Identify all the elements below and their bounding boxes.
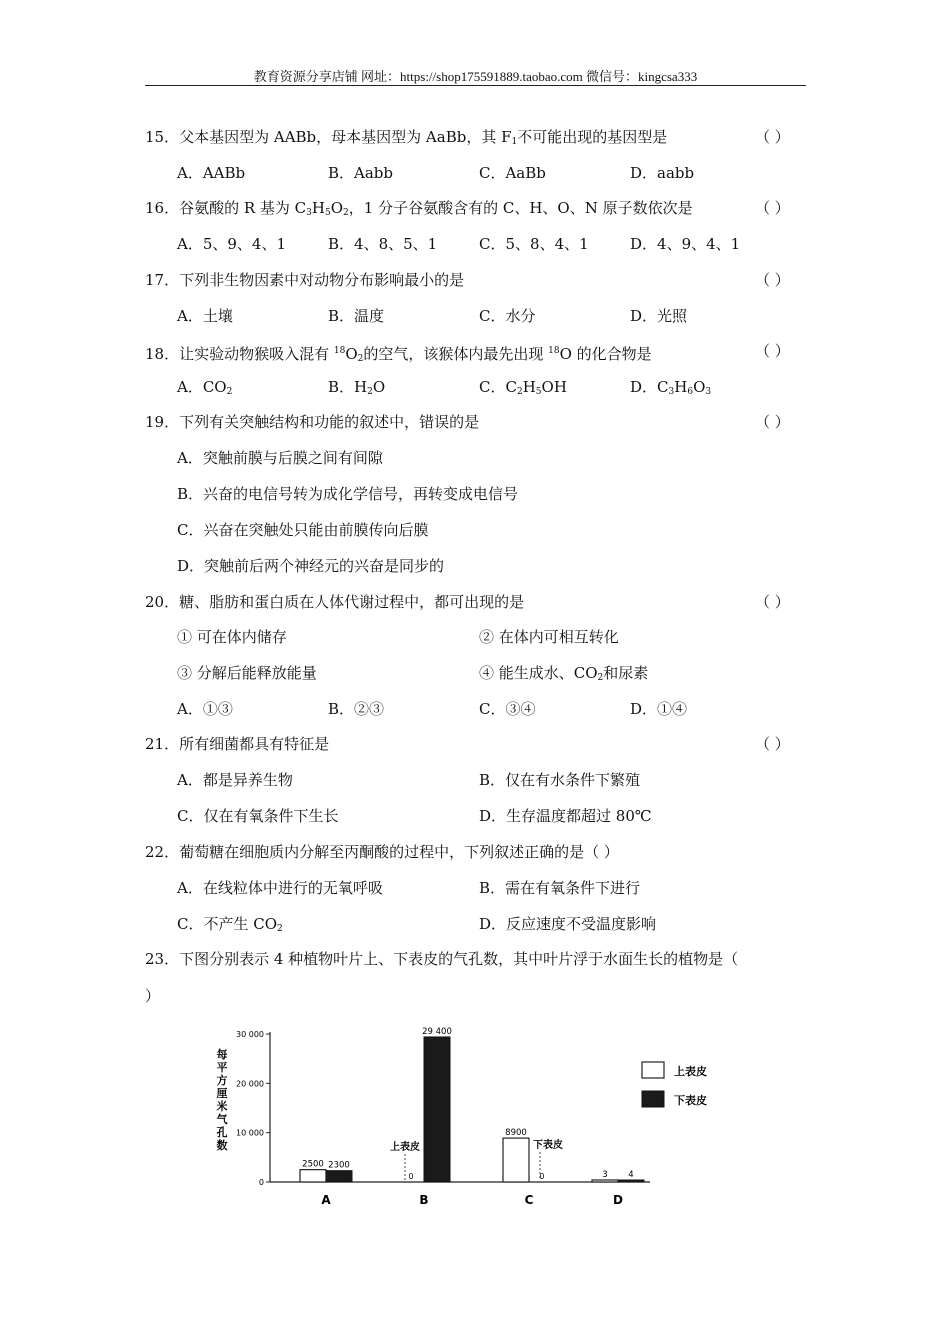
- legend-label-lower: 下表皮: [674, 1094, 707, 1107]
- data-label-upper-D: 3: [602, 1170, 608, 1180]
- data-label-upper-C: 8900: [505, 1128, 527, 1139]
- question-20-stem: 20．糖、脂肪和蛋白质在人体代谢过程中，都可出现的是: [145, 593, 525, 611]
- question-19-answer-bracket: （ ）: [755, 413, 790, 431]
- question-21-option-d: D．生存温度都超过 80℃: [479, 807, 652, 825]
- y-tick-label: 20 000: [236, 1079, 264, 1089]
- question-17-stem: 17．下列非生物因素中对动物分布影响最小的是: [145, 271, 465, 289]
- question-16-option-a: A．5、9、4、1: [177, 235, 287, 253]
- x-tick-label-D: D: [613, 1193, 623, 1207]
- y-tick-label: 30 000: [236, 1030, 264, 1039]
- question-18-answer-bracket: （ ）: [755, 342, 790, 360]
- bar-lower-B: [424, 1037, 450, 1182]
- question-16-option-b: B．4、8、5、1: [328, 235, 438, 253]
- question-15-option-c: C．AaBb: [479, 164, 546, 182]
- question-20-option-b: B．②③: [328, 700, 385, 718]
- bar-lower-A: [326, 1171, 352, 1182]
- question-16-option-c: C．5、8、4、1: [479, 235, 589, 253]
- question-20-item-4: ④ 能生成水、$CO_2$和尿素: [479, 664, 649, 683]
- annotation-b-upper: 上表皮: [390, 1142, 420, 1153]
- data-label-lower-D: 4: [628, 1170, 634, 1180]
- question-22-option-d: D．反应速度不受温度影响: [479, 915, 657, 933]
- question-21-stem: 21．所有细菌都具有特征是: [145, 735, 330, 753]
- data-label-upper-A: 2500: [302, 1159, 324, 1170]
- question-18-option-d: D．$C_3H_6O_3$: [630, 378, 712, 397]
- question-17-answer-bracket: （ ）: [755, 271, 790, 289]
- question-19-option-c: C．兴奋在突触处只能由前膜传向后膜: [177, 521, 429, 539]
- y-tick-label: 0: [258, 1178, 264, 1187]
- question-16-stem: 16．谷氨酸的 R 基为 $C_3H_5O_2$，1 分子谷氨酸含有的 C、H、O、N 原子数依次是: [145, 199, 693, 218]
- bar-upper-C: [503, 1138, 529, 1182]
- question-19-stem: 19．下列有关突触结构和功能的叙述中，错误的是: [145, 413, 480, 431]
- question-16-option-d: D．4、9、4、1: [630, 235, 741, 253]
- question-22-option-b: B．需在有氧条件下进行: [479, 879, 641, 897]
- data-label-lower-A: 2300: [328, 1160, 350, 1171]
- question-20-option-d: D．①④: [630, 700, 688, 718]
- question-16-answer-bracket: （ ）: [755, 199, 790, 217]
- legend-label-upper: 上表皮: [674, 1065, 707, 1078]
- question-15-answer-bracket: （ ）: [755, 128, 790, 146]
- y-axis-label: [216, 1047, 229, 1152]
- bar-upper-A: [300, 1170, 326, 1182]
- question-19-option-b: B．兴奋的电信号转为成化学信号，再转变成电信号: [177, 485, 519, 503]
- question-21-option-a: A．都是异养生物: [177, 771, 293, 789]
- question-21-option-c: C．仅在有氧条件下生长: [177, 807, 339, 825]
- question-18-option-b: B．$H_2O$: [328, 378, 386, 397]
- question-20-answer-bracket: （ ）: [755, 593, 790, 611]
- question-18-option-a: A．$CO_2$: [177, 378, 233, 397]
- question-21-option-b: B．仅在有水条件下繁殖: [479, 771, 641, 789]
- x-tick-label-B: B: [419, 1193, 429, 1207]
- question-17-option-d: D．光照: [630, 307, 688, 325]
- question-18-option-c: C．$C_2H_5OH$: [479, 378, 567, 397]
- question-21-answer-bracket: （ ）: [755, 735, 790, 753]
- question-18-stem: 18．让实验动物猴吸入混有 $^{18}O_2$的空气，该猴体内最先出现 $^{18}$O 的化合物是: [145, 345, 652, 364]
- x-tick-label-A: A: [321, 1193, 331, 1207]
- question-22-option-a: A．在线粒体中进行的无氧呼吸: [177, 879, 383, 897]
- data-label-upper-B: 0: [408, 1172, 414, 1181]
- legend-swatch-lower: [642, 1091, 664, 1107]
- legend-swatch-upper: [642, 1062, 664, 1078]
- data-label-lower-C: 0: [539, 1172, 545, 1181]
- y-tick-label: 10 000: [236, 1128, 264, 1138]
- question-15-stem: 15．父本基因型为 AABb，母本基因型为 AaBb，其 $F_1$不可能出现的基因型是: [145, 128, 668, 147]
- question-23-stem-end: ）: [145, 987, 161, 1005]
- question-19-option-a: A．突触前膜与后膜之间有间隙: [177, 449, 383, 467]
- question-22-stem: 22．葡萄糖在细胞质内分解至丙酮酸的过程中，下列叙述正确的是（ ）: [145, 843, 619, 861]
- header-rule: [145, 85, 806, 86]
- x-tick-label-C: C: [524, 1193, 534, 1207]
- question-17-option-c: C．水分: [479, 307, 536, 325]
- question-17-option-b: B．温度: [328, 307, 385, 325]
- question-19-option-d: D．突触前后两个神经元的兴奋是同步的: [177, 557, 445, 575]
- y-axis-label-text: 每平方厘米气孔数: [216, 1048, 228, 1152]
- question-15-option-b: B．Aabb: [328, 164, 394, 182]
- question-22-option-c: C．不产生 $CO_2$: [177, 915, 283, 934]
- question-15-option-d: D．aabb: [630, 164, 695, 182]
- question-20-item-3: ③ 分解后能释放能量: [177, 664, 317, 682]
- question-17-option-a: A．土壤: [177, 307, 233, 325]
- bar-lower-D: [618, 1180, 644, 1182]
- question-20-item-1: ① 可在体内储存: [177, 628, 287, 646]
- data-label-lower-B: 29 400: [422, 1026, 452, 1037]
- question-20-option-a: A．①③: [177, 700, 233, 718]
- bar-upper-D: [592, 1180, 618, 1182]
- stomata-bar-chart: [200, 1020, 740, 1220]
- page-header: 教育资源分享店铺 网址：https://shop175591889.taobao.com 微信号：kingcsa333: [253, 69, 698, 84]
- question-20-item-2: ② 在体内可相互转化: [479, 628, 619, 646]
- question-15-option-a: A．AABb: [177, 164, 246, 182]
- question-20-option-c: C．③④: [479, 700, 536, 718]
- question-23-stem: 23．下图分别表示 4 种植物叶片上、下表皮的气孔数，其中叶片浮于水面生长的植物是（: [145, 950, 739, 968]
- annotation-c-lower: 下表皮: [533, 1140, 563, 1151]
